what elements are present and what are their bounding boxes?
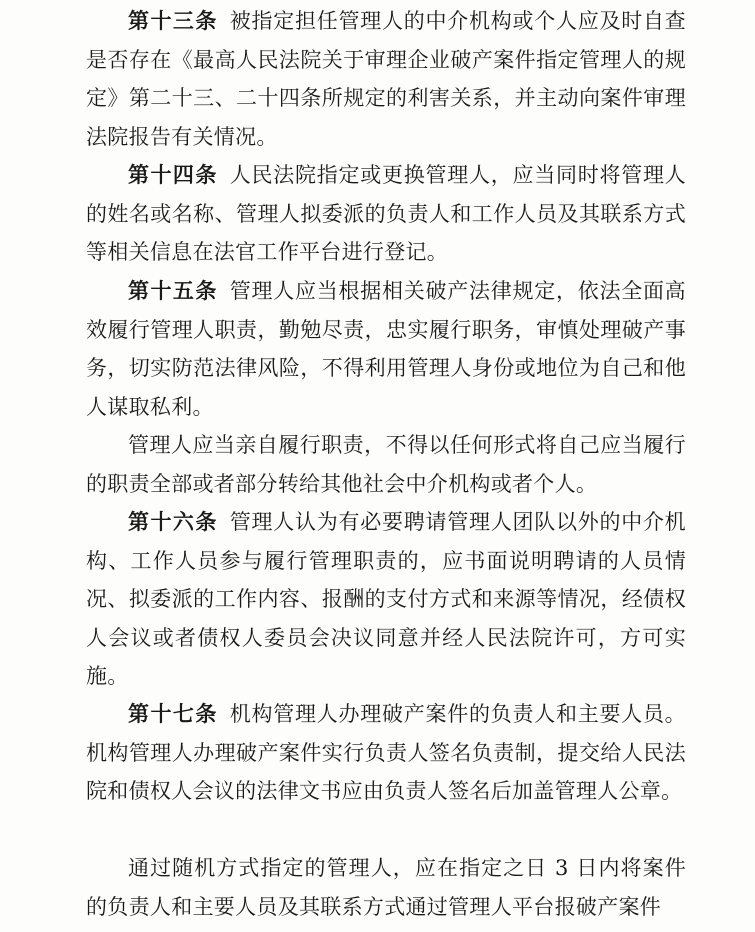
article-16 (86, 503, 686, 696)
article-16-number: 第十六条 (128, 509, 218, 534)
article-15-number: 第十五条 (128, 278, 218, 303)
article-15-continuation: 管理人应当亲自履行职责，不得以任何形式将自己应当履行的职责全部或者部分转给其他社会中介机构或者个人。 (86, 433, 686, 496)
article-14 (86, 156, 686, 272)
article-14-text: 人民法院指定或更换管理人，应当同时将管理人的姓名或名称、管理人拟委派的负责人和工作人员及其联系方式等相关信息在法官工作平台进行登记。 (86, 163, 686, 264)
article-15-text: 管理人应当根据相关破产法律规定，依法全面高效履行管理人职责，勤勉尽责，忠实履行职务，审慎处理破产事务，切实防范法律风险，不得利用管理人身份或地位为自己和他人谋取私利。 (86, 279, 686, 419)
article-17 (86, 695, 686, 811)
article-13-number: 第十三条 (128, 8, 218, 33)
article-16-text: 管理人认为有必要聘请管理人团队以外的中介机构、工作人员参与履行管理职责的，应书面说明聘请的人员情况、拟委派的工作内容、报酬的支付方式和来源等情况，经债权人会议或者债权人委员会决议同意并经人民法院许可，方可实施。 (86, 510, 686, 688)
article-13-text: 被指定担任管理人的中介机构或个人应及时自查是否存在《最高人民法院关于审理企业破产案件指定管理人的规定》第二十三、二十四条所规定的利害关系，并主动向案件审理法院报告有关情况。 (86, 9, 686, 149)
article-17-continuation: 通过随机方式指定的管理人，应在指定之日 3 日内将案件的负责人和主要人员及其联系方式通过管理人平台报破产案件 (86, 856, 686, 919)
article-17-text: 机构管理人办理破产案件的负责人和主要人员。机构管理人办理破产案件实行负责人签名负责制，提交给人民法院和债权人会议的法律文书应由负责人签名后加盖管理人公章。 (86, 702, 686, 803)
article-14-number: 第十四条 (128, 162, 218, 187)
article-15 (86, 272, 686, 426)
article-17-number: 第十七条 (128, 701, 218, 726)
article-13 (86, 2, 686, 156)
